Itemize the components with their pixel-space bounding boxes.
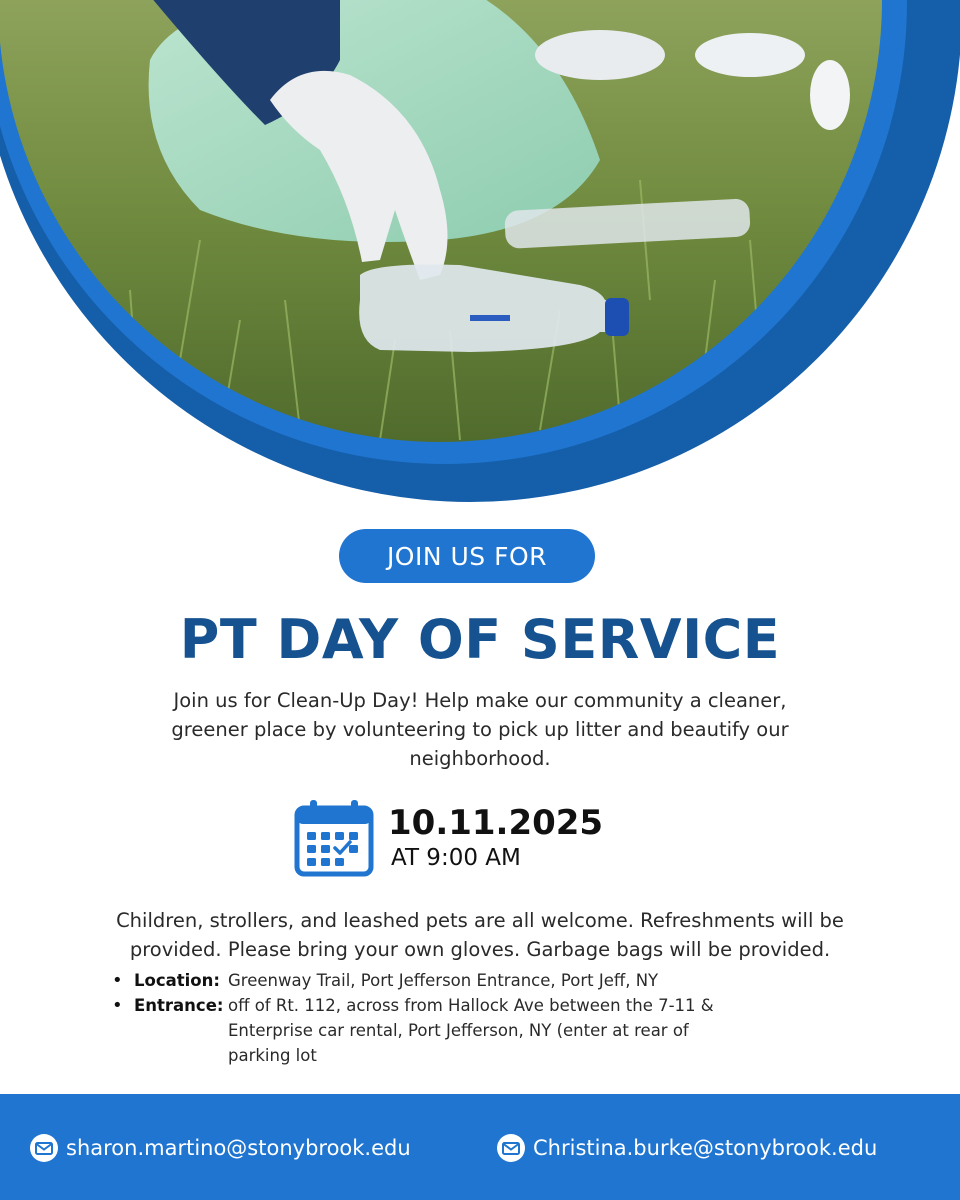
event-description: Join us for Clean-Up Day! Help make our community a cleaner, greener place by volunteering to pick up litter and beautify our neighborhood. [171, 689, 789, 770]
event-date: 10.11.2025 [388, 803, 604, 843]
contact-christina[interactable] [497, 1134, 877, 1162]
bullet-icon: • [112, 970, 123, 991]
hero-artwork [0, 0, 960, 510]
event-title: PT DAY OF SERVICE [179, 608, 781, 671]
contact-sharon[interactable] [30, 1134, 411, 1162]
event-details [112, 968, 752, 1068]
mail-icon [30, 1134, 58, 1162]
detail-label: Entrance: [134, 996, 224, 1015]
detail-value: Greenway Trail, Port Jefferson Entrance, Port Jeff, NY [228, 971, 659, 990]
contact-email-link[interactable]: sharon.martino@stonybrook.edu [66, 1136, 411, 1160]
event-time: AT 9:00 AM [391, 845, 521, 871]
join-us-badge: JOIN US FOR [339, 529, 595, 583]
bullet-icon: • [112, 995, 123, 1016]
mail-icon [497, 1134, 525, 1162]
detail-entrance [112, 993, 752, 1068]
contact-email-link[interactable]: Christina.burke@stonybrook.edu [533, 1136, 878, 1160]
detail-location [112, 968, 752, 993]
detail-label: Location: [134, 971, 220, 990]
detail-value: off of Rt. 112, across from Hallock Ave between the 7-11 & Enterprise car rental, Port Jefferson, NY (enter at rear of parking lot [228, 996, 714, 1065]
event-note: Children, strollers, and leashed pets are all welcome. Refreshments will be provided. Please bring your own gloves. Garbage bags will be provided. [116, 909, 844, 961]
calendar-icon [294, 798, 374, 878]
